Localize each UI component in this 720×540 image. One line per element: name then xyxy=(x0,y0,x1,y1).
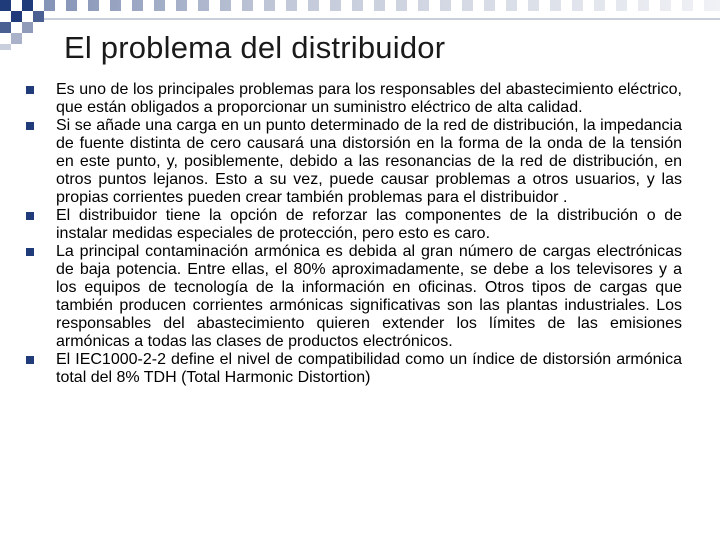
square-bullet-icon xyxy=(26,86,34,94)
bullet-text: El distribuidor tiene la opción de reforzar las componentes de la distribución o de instalar medidas especiales de protección, pero esto es caro. xyxy=(56,207,682,242)
bullet-list xyxy=(26,81,682,387)
bullet-text: La principal contaminación armónica es debida al gran número de cargas electrónicas de baja potencia. Entre ellas, el 80% aproximadamente, se debe a los televisores y a los equipos de tecnología de la información en oficinas. Otros tipos de cargas que también producen corrientes armónicas significativas son las plantas industriales. Los responsables del abastecimiento quieren extender los límites de las emisiones armónicas a todas las clases de productos electrónicos. xyxy=(56,243,682,350)
list-item xyxy=(26,351,682,387)
list-item xyxy=(26,207,682,243)
bullet-text: El IEC1000-2-2 define el nivel de compatibilidad como un índice de distorsión armónica total del 8% TDH (Total Harmonic Distortion) xyxy=(56,351,682,386)
square-bullet-icon xyxy=(26,248,34,256)
list-item xyxy=(26,243,682,351)
bullet-text: Es uno de los principales problemas para los responsables del abastecimiento eléctrico, que están obligados a proporcionar un suministro eléctrico de alta calidad. xyxy=(56,81,682,116)
list-item xyxy=(26,117,682,207)
list-item xyxy=(26,81,682,117)
square-bullet-icon xyxy=(26,212,34,220)
slide-title: El problema del distribuidor xyxy=(64,30,446,65)
square-bullet-icon xyxy=(26,356,34,364)
bullet-text: Si se añade una carga en un punto determinado de la red de distribución, la impedancia de fuente distinta de cero causará una distorsión en la forma de la onda de la tensión en este punto, y, posiblemente, debido a las resonancias de la red de distribución, en otros puntos lejanos. Esto a su vez, puede causar problemas a otros usuarios, y las propias corrientes pueden crear también problemas para el distribuidor . xyxy=(56,117,682,206)
square-bullet-icon xyxy=(26,122,34,130)
